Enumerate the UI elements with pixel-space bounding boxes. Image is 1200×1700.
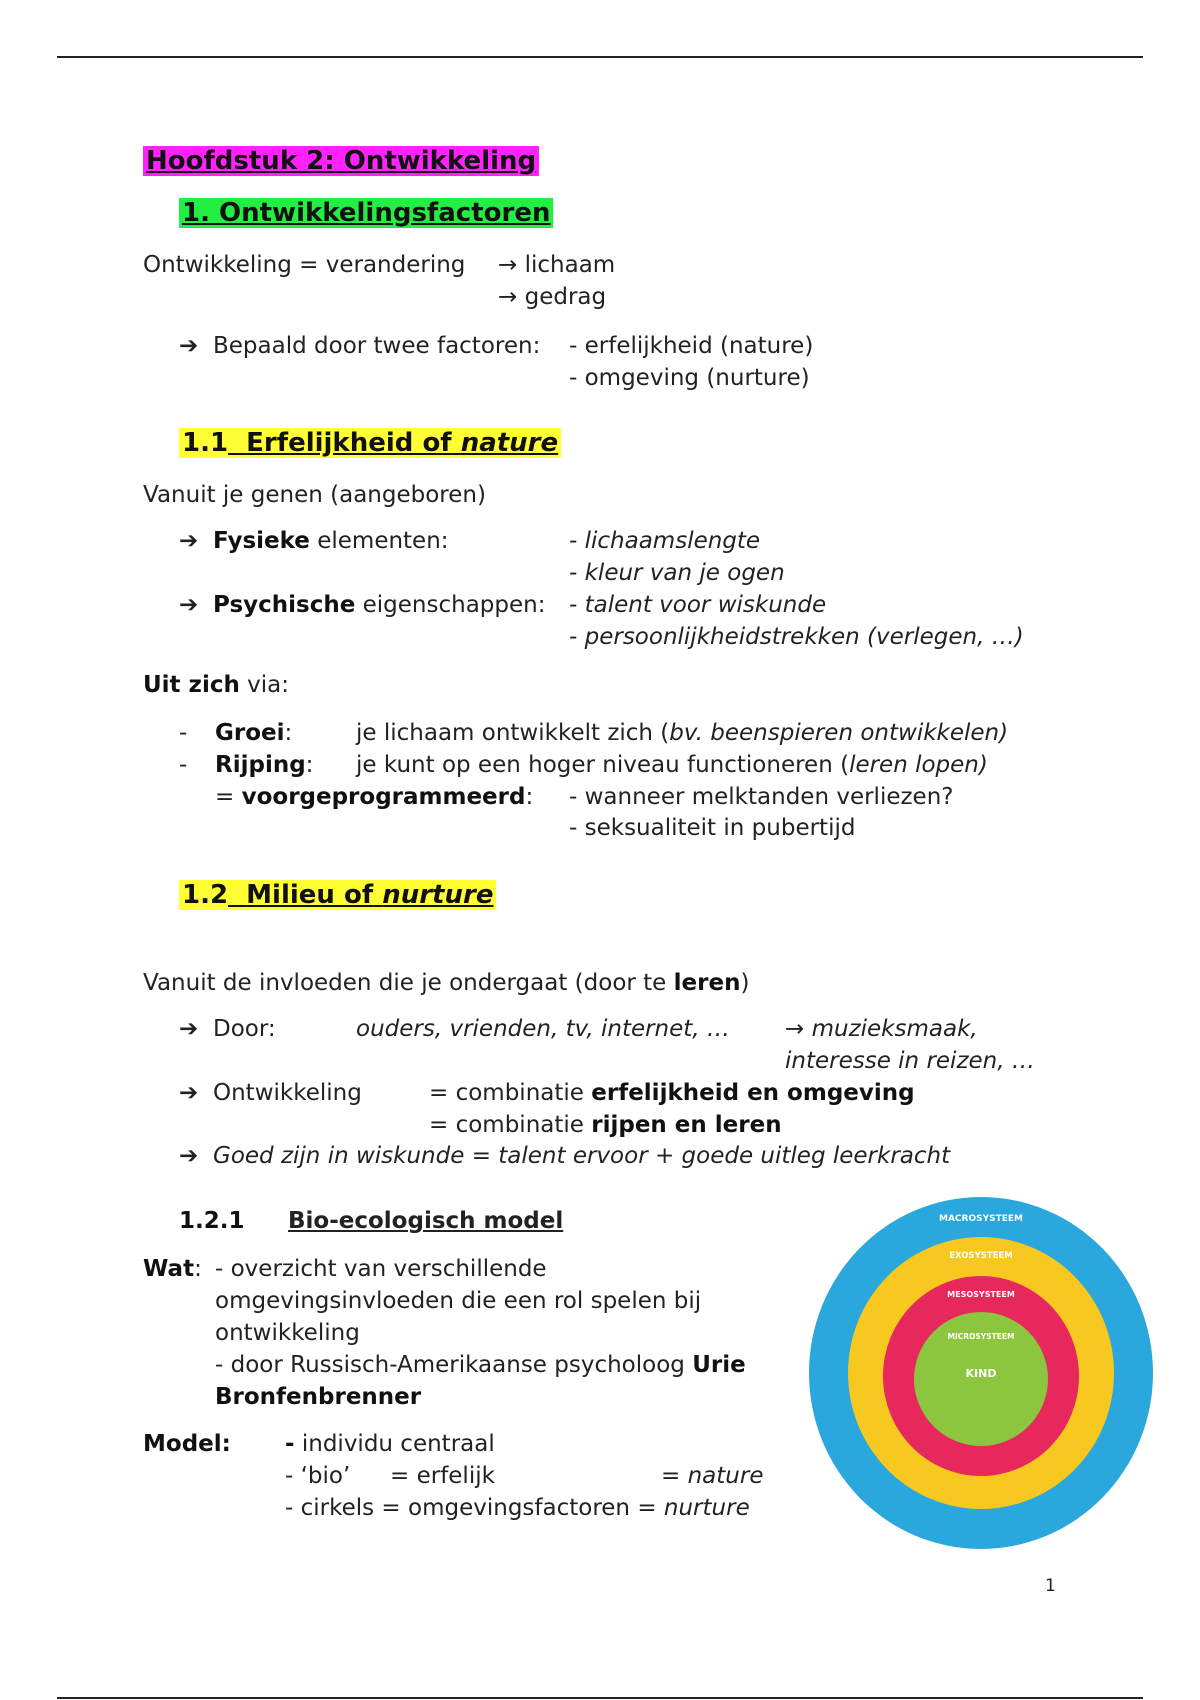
chapter-title: Hoofdstuk 2: Ontwikkeling xyxy=(143,146,539,177)
label-microsysteem: MICROSYSTEEM xyxy=(947,1332,1015,1341)
arrow-right-icon: ➔ xyxy=(179,1016,199,1042)
combo-1: = combinatie erfelijkheid en omgeving xyxy=(429,1080,915,1106)
bepaald-line: ➔ Bepaald door twee factoren: xyxy=(179,333,541,359)
bio-ecological-diagram xyxy=(808,1196,1154,1550)
label-mesosysteem: MESOSYSTEEM xyxy=(947,1290,1015,1299)
wat-line-1: - overzicht van verschillende xyxy=(215,1256,547,1282)
wat-label: Wat: xyxy=(143,1256,202,1282)
model-line-3: - cirkels = omgevingsfactoren = nurture xyxy=(285,1495,750,1521)
door-result-1: → muzieksmaak, xyxy=(785,1016,978,1042)
arrow-right-icon: ➔ xyxy=(179,592,199,618)
fysieke-item-1: - lichaamslengte xyxy=(569,528,761,554)
section-number-1-2-1: 1.2.1 xyxy=(179,1208,245,1234)
nurture-intro: Vanuit de invloeden die je ondergaat (door te leren) xyxy=(143,970,750,996)
model-line-1: - individu centraal xyxy=(285,1431,495,1457)
rijping-line: - Rijping: xyxy=(179,752,314,778)
goed-line: ➔ Goed zijn in wiskunde = talent ervoor + goede uitleg leerkracht xyxy=(179,1143,951,1169)
label-kind: KIND xyxy=(965,1367,997,1380)
fysieke-item-2: - kleur van je ogen xyxy=(569,560,785,586)
label-exosysteem: EXOSYSTEEM xyxy=(949,1251,1013,1261)
page-number: 1 xyxy=(1045,1576,1056,1596)
door-items: ouders, vrienden, tv, internet, … xyxy=(356,1016,730,1042)
voorgeprog-item-1: - wanneer melktanden verliezen? xyxy=(569,784,954,810)
arrow-right-icon: ➔ xyxy=(179,1143,199,1169)
uit-zich-line: Uit zich via: xyxy=(143,672,289,698)
bottom-rule xyxy=(57,1697,1143,1699)
fysieke-line: ➔ Fysieke elementen: xyxy=(179,528,449,554)
rijping-text: je kunt op een hoger niveau functioneren (leren lopen) xyxy=(356,752,988,778)
psychische-item-1: - talent voor wiskunde xyxy=(569,592,827,618)
wat-line-2: omgevingsinvloeden die een rol spelen bij xyxy=(215,1288,702,1314)
groei-line: - Groei: xyxy=(179,720,293,746)
model-label: Model: xyxy=(143,1431,231,1457)
voorgeprog-item-2: - seksualiteit in pubertijd xyxy=(569,815,856,841)
section-heading-1-2-1: Bio-ecologisch model xyxy=(288,1208,564,1234)
voorgeprogrammeerd-line: = voorgeprogrammeerd: xyxy=(215,784,534,810)
wat-line-4: - door Russisch-Amerikaanse psycholoog Urie xyxy=(215,1352,746,1378)
wat-line-3: ontwikkeling xyxy=(215,1320,360,1346)
door-line: ➔ Door: xyxy=(179,1016,276,1042)
definition-line: Ontwikkeling = verandering xyxy=(143,252,466,278)
section-heading-1: 1. Ontwikkelingsfactoren xyxy=(179,198,553,229)
psychische-line: ➔ Psychische eigenschappen: xyxy=(179,592,546,618)
arrow-right-icon: ➔ xyxy=(179,333,199,359)
wat-line-5: Bronfenbrenner xyxy=(215,1384,422,1410)
bepaald-item-2: - omgeving (nurture) xyxy=(569,365,810,391)
door-result-2: interesse in reizen, … xyxy=(785,1048,1035,1074)
section-heading-1-2: 1.2 Milieu of nurture xyxy=(179,880,496,911)
top-rule xyxy=(57,56,1143,58)
ontwikkeling-line: ➔ Ontwikkeling xyxy=(179,1080,362,1106)
arrow-right-icon: ➔ xyxy=(179,528,199,554)
groei-text: je lichaam ontwikkelt zich (bv. beenspieren ontwikkelen) xyxy=(356,720,1009,746)
bepaald-item-1: - erfelijkheid (nature) xyxy=(569,333,814,359)
section-heading-1-1: 1.1 Erfelijkheid of nature xyxy=(179,428,561,459)
def-item-2: → gedrag xyxy=(498,284,607,310)
nature-intro: Vanuit je genen (aangeboren) xyxy=(143,482,486,508)
psychische-item-2: - persoonlijkheidstrekken (verlegen, …) xyxy=(569,624,1024,650)
def-item-1: → lichaam xyxy=(498,252,616,278)
arrow-right-icon: ➔ xyxy=(179,1080,199,1106)
model-line-2c: = nature xyxy=(661,1463,764,1489)
label-macrosysteem: MACROSYSTEEM xyxy=(939,1214,1023,1224)
combo-2: = combinatie rijpen en leren xyxy=(429,1112,782,1138)
model-line-2b: = erfelijk xyxy=(390,1463,495,1489)
model-line-2a: - ‘bio’ xyxy=(285,1463,351,1489)
